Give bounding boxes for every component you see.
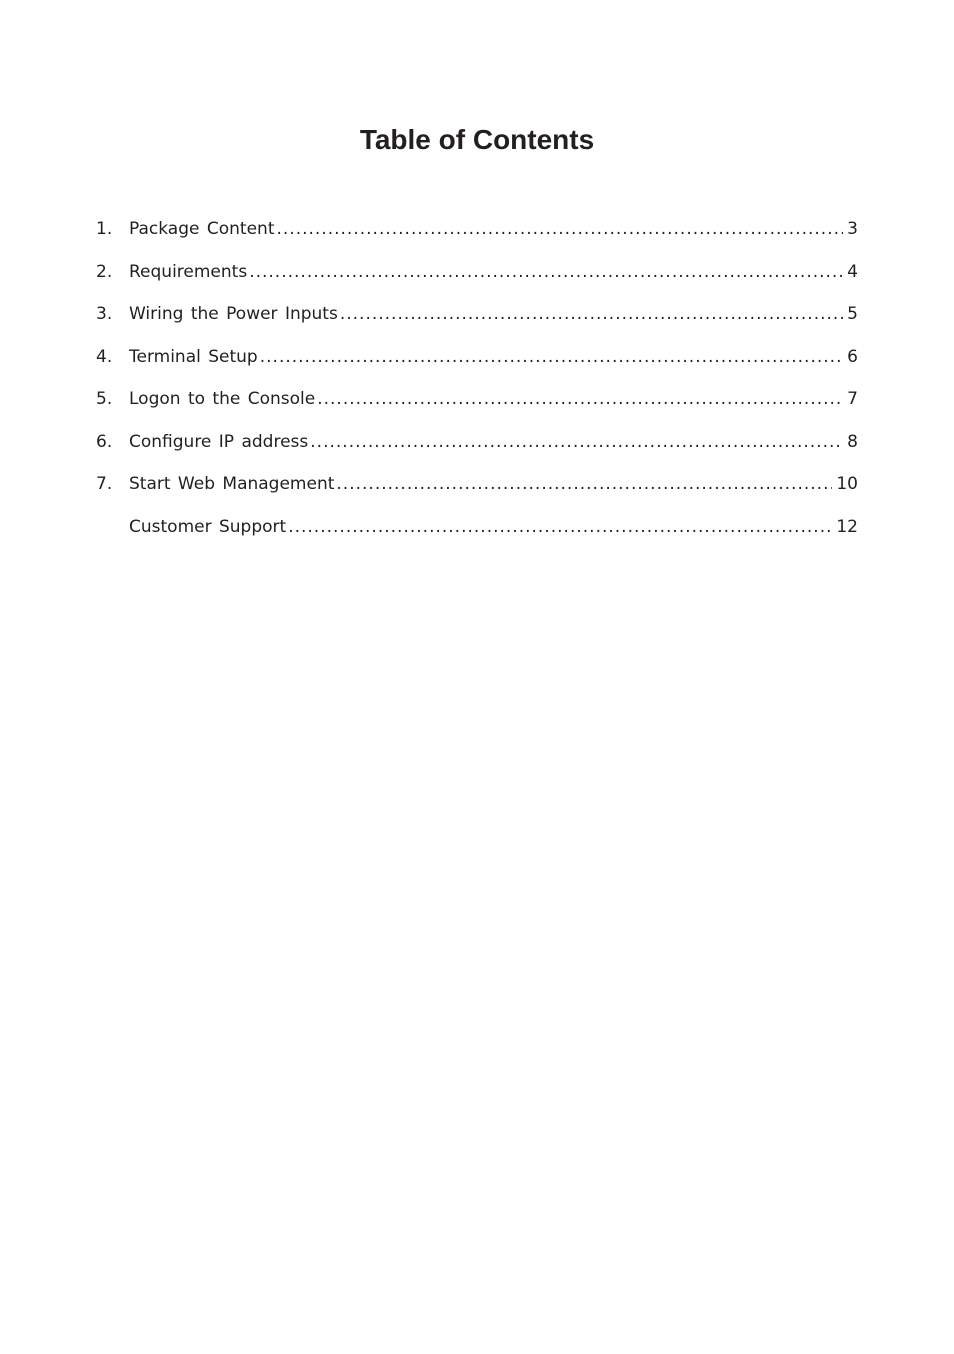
toc-entry-start-web-management[interactable] bbox=[96, 470, 858, 513]
toc-number: 3. bbox=[96, 304, 113, 324]
toc-number: 7. bbox=[96, 474, 113, 494]
toc-dot-leader bbox=[336, 470, 832, 498]
toc-page-number: 6 bbox=[847, 346, 858, 367]
toc-page-number: 5 bbox=[847, 304, 858, 324]
toc-dot-leader bbox=[288, 513, 832, 541]
toc-entry-logon-console[interactable] bbox=[96, 385, 858, 428]
toc-page-number: 4 bbox=[847, 261, 858, 282]
toc-page-number: 8 bbox=[847, 431, 858, 452]
toc-number: 2. bbox=[96, 261, 113, 282]
toc-dot-leader bbox=[260, 343, 843, 371]
toc-label: Logon to the Console bbox=[129, 389, 316, 409]
toc-number: 5. bbox=[96, 389, 113, 409]
toc-dot-leader bbox=[310, 428, 843, 456]
toc-page-number: 12 bbox=[836, 516, 858, 537]
toc-entry-terminal-setup[interactable] bbox=[96, 343, 858, 386]
toc-dot-leader bbox=[340, 300, 843, 328]
toc-number: 4. bbox=[96, 346, 113, 367]
toc-page-number: 3 bbox=[847, 219, 858, 239]
toc-dot-leader bbox=[276, 215, 843, 243]
toc-label: Customer Support bbox=[129, 516, 287, 537]
toc-label: Terminal Setup bbox=[129, 346, 258, 367]
toc-entry-wiring-power-inputs[interactable] bbox=[96, 300, 858, 343]
toc-label: Configure IP address bbox=[129, 431, 309, 452]
toc-entry-requirements[interactable] bbox=[96, 258, 858, 301]
toc-label: Package Content bbox=[129, 219, 275, 239]
toc-dot-leader bbox=[317, 385, 843, 413]
toc-entry-configure-ip[interactable] bbox=[96, 428, 858, 471]
toc-number: 6. bbox=[96, 431, 113, 452]
toc-page-number: 10 bbox=[836, 474, 858, 494]
toc-number: 1. bbox=[96, 219, 113, 239]
toc-dot-leader bbox=[249, 258, 843, 286]
toc-label: Wiring the Power Inputs bbox=[129, 304, 338, 324]
page-title: Table of Contents bbox=[359, 124, 595, 155]
toc-entry-package-content[interactable] bbox=[96, 215, 858, 258]
table-of-contents bbox=[96, 215, 858, 555]
toc-label: Requirements bbox=[129, 261, 248, 282]
toc-label: Start Web Management bbox=[129, 474, 335, 494]
toc-page-number: 7 bbox=[847, 389, 858, 409]
toc-entry-customer-support[interactable] bbox=[96, 513, 858, 556]
